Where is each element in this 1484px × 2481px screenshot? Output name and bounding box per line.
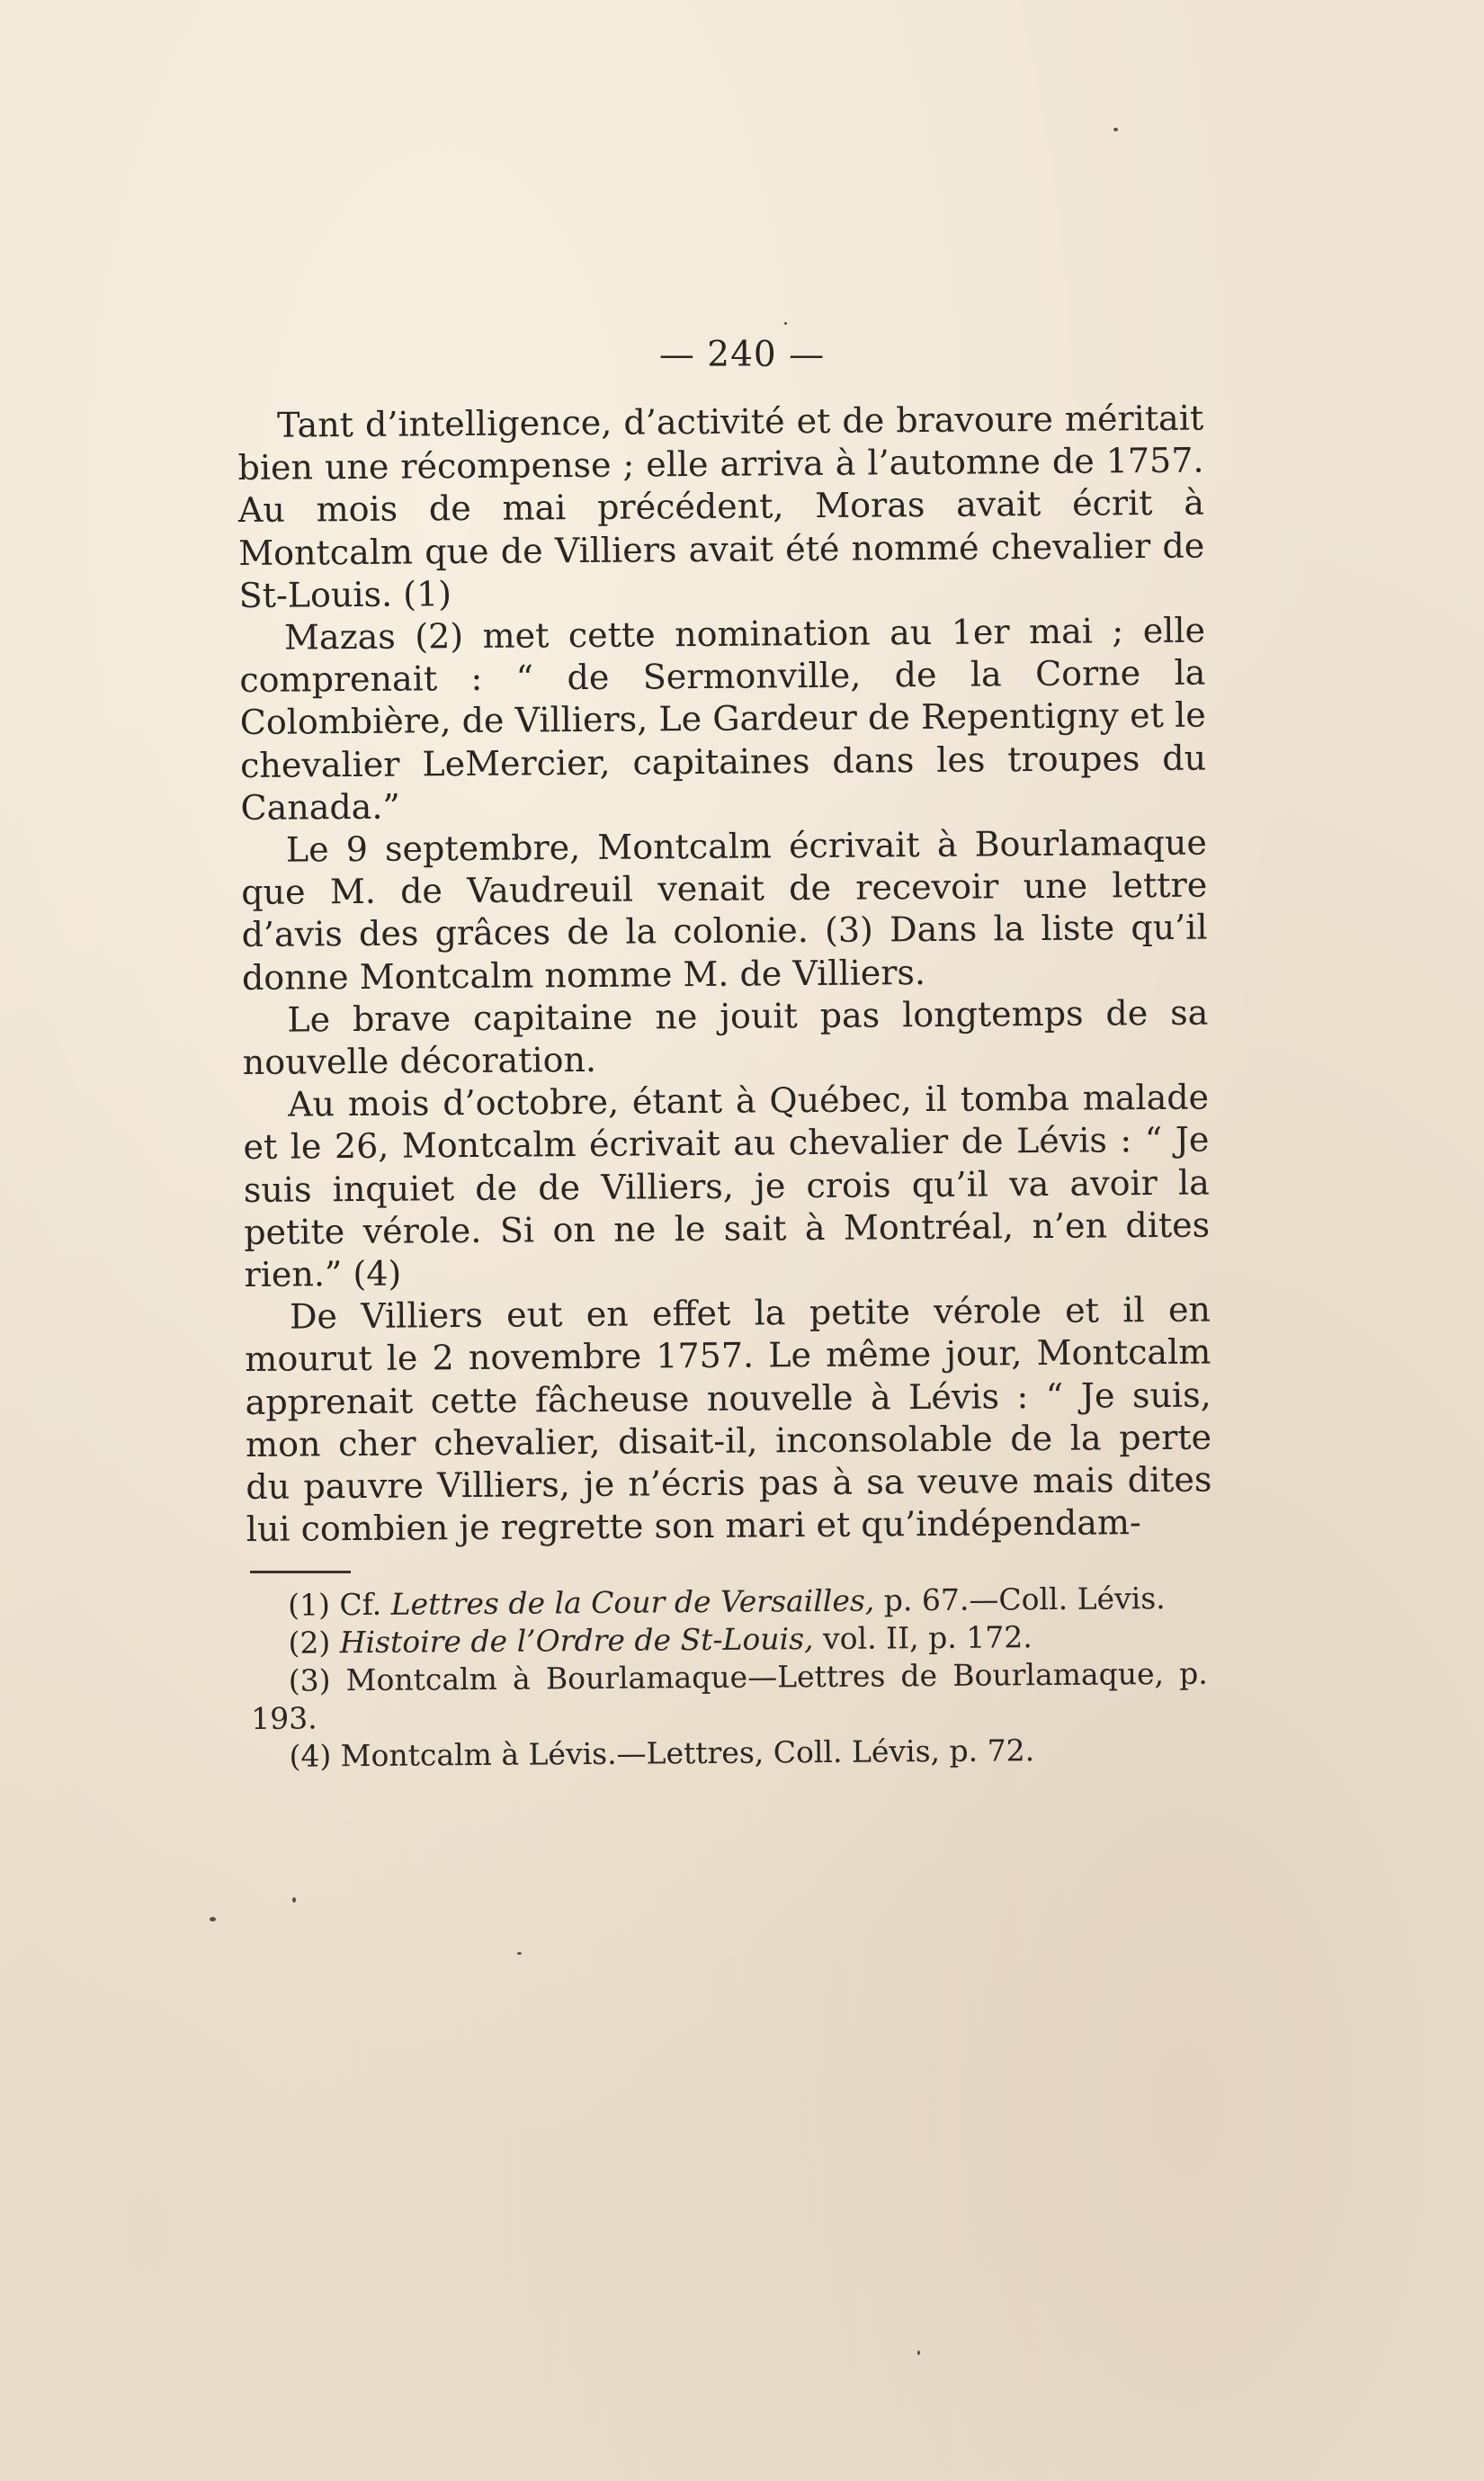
footnote-title: Lettres de la Cour de Versailles, (390, 1582, 875, 1622)
body-text (237, 398, 1212, 1552)
paper-speck (917, 2351, 920, 2355)
footnote-suffix: vol. II, p. 172. (813, 1619, 1033, 1657)
footnote-suffix: p. 67.—Coll. Lévis. (874, 1581, 1166, 1618)
footnotes (250, 1580, 1209, 1776)
paragraph: Au mois d’octobre, étant à Québec, il tomba malade et le 26, Montcalm écrivait au chevalier de Lévis : “ Je suis inquiet de de Villiers, je crois qu’il va avoir la petite vérole. Si on ne le sait à Montréal, n’en dites rien.” (4) (243, 1077, 1211, 1295)
footnote-prefix: (4) Montcalm à Lévis.—Lettres, Coll. Lévis, p. 72. (289, 1733, 1035, 1774)
footnote (251, 1731, 1208, 1776)
footnote-prefix: (1) Cf. (288, 1586, 391, 1623)
paper-speck (210, 1917, 216, 1921)
footnote-prefix: (2) (288, 1625, 340, 1661)
footnote (250, 1580, 1207, 1625)
paper-speck (1113, 128, 1118, 131)
footnote-prefix: (3) Montcalm à Bourlamaque—Lettres de Bourlamaque, p. 193. (250, 1655, 1208, 1736)
paper-speck (517, 1952, 522, 1955)
paragraph: De Villiers eut en effet la petite vérole et il en mourut le 2 novembre 1757. Le même jour, Montcalm apprenait cette fâcheuse nouvelle à Lévis : “ Je suis, mon cher chevalier, disait-il, inconsolable de la perte du pauvre Villiers, je n’écris pas à sa veuve mais dites lui combien je regrette son mari et qu’indépendam- (245, 1289, 1212, 1550)
paragraph: Le brave capitaine ne jouit pas longtemps de sa nouvelle décoration. (242, 992, 1209, 1083)
paper-speck (292, 1897, 296, 1903)
footnote (251, 1655, 1209, 1738)
footnote-title: Histoire de l’Ordre de St-Louis, (339, 1621, 814, 1661)
page-number: — 240 — (658, 335, 826, 375)
paragraph: Tant d’intelligence, d’activité et de bravoure méritait bien une récompense ; elle arriva à l’automne de 1757. Au mois de mai précédent, Moras avait écrit à Montcalm que de Villiers avait été nommé chevalier de St-Louis. (1) (237, 398, 1205, 615)
paragraph: Mazas (2) met cette nomination au 1er mai ; elle comprenait : “ de Sermonville, de la Corne la Colombière, de Villiers, Le Gardeur de Repentigny et le chevalier LeMercier, capitaines dans les troupes du Canada.” (239, 610, 1207, 828)
paper-speck (784, 322, 787, 325)
footnote-divider (250, 1571, 351, 1573)
paragraph: Le 9 septembre, Montcalm écrivait à Bourlamaque que M. de Vaudreuil venait de recevoir une lettre d’avis des grâces de la colonie. (3) Dans la liste qu’il donne Montcalm nomme M. de Villiers. (241, 822, 1208, 998)
